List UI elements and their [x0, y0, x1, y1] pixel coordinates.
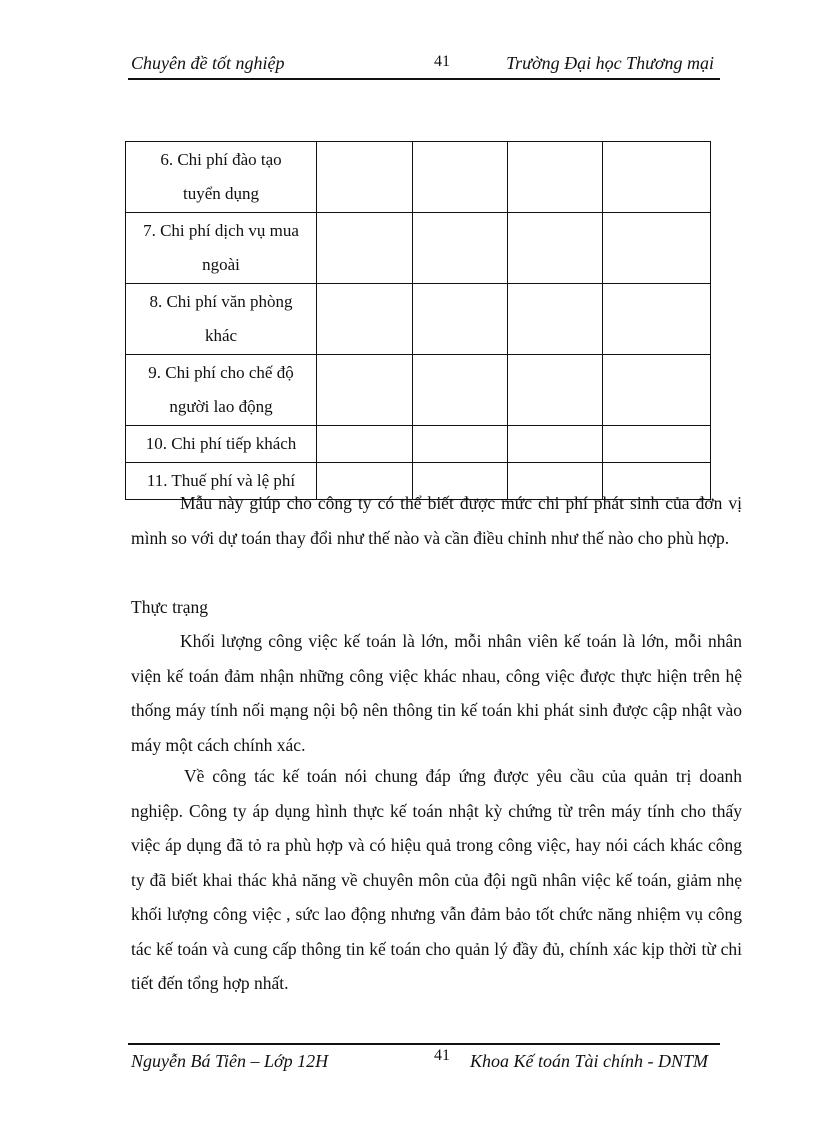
- paragraph-text: Về công tác kế toán nói chung đáp ứng được yêu cầu của quản trị doanh nghiệp. Công ty áp dụng hình thực kế toán nhật kỳ chứng từ trên máy tính cho thấy việc áp dụng đã tỏ ra phù hợp và có hiệu quả trong công việc, hay nói cách khác công ty đã biết khai thác khả năng về chuyên môn của đội ngũ nhân việc kế toán, giảm nhẹ khối lượng công việc , sức lao động nhưng vẫn đảm bảo tốt chức năng nhiệm vụ công tác kế toán và cung cấp thông tin kế toán cho quản lý đầy đủ, chính xác kịp thời từ chi tiết đến tổng hợp nhất.: [131, 766, 742, 993]
- header-page-number: 41: [434, 53, 450, 70]
- empty-cell: [317, 142, 413, 213]
- row-label-line: 9. Chi phí cho chế độ: [148, 363, 294, 382]
- row-label-line: 6. Chi phí đào tạo: [160, 150, 282, 169]
- row-label: [126, 142, 317, 213]
- empty-cell: [508, 142, 603, 213]
- section-heading-text: Thực trạng: [131, 597, 209, 617]
- section-heading: [131, 590, 742, 625]
- empty-cell: [508, 284, 603, 355]
- empty-cell: [413, 142, 508, 213]
- empty-cell: [317, 426, 413, 463]
- table-row: [126, 142, 711, 213]
- table-row: [126, 213, 711, 284]
- row-label: [126, 426, 317, 463]
- page-footer: [128, 1043, 720, 1075]
- table-row: [126, 284, 711, 355]
- row-label: [126, 355, 317, 426]
- empty-cell: [508, 213, 603, 284]
- row-label-line: khác: [204, 326, 238, 345]
- header-university-name: Trường Đại học Thương mại: [506, 53, 714, 73]
- table-row: [126, 426, 711, 463]
- footer-department: Khoa Kế toán Tài chính - DNTM: [469, 1051, 708, 1071]
- empty-cell: [508, 426, 603, 463]
- row-label-line: người lao động: [169, 397, 273, 416]
- row-label-line: tuyển dụng: [182, 184, 260, 203]
- empty-cell: [603, 142, 711, 213]
- row-label-line: ngoài: [202, 255, 240, 274]
- paragraph-text: Khối lượng công việc kế toán là lớn, mỗi nhân viên kế toán là lớn, mỗi nhân viện kế toán đảm nhận những công việc khác nhau, công việc được thực hiện trên hệ thống máy tính nối mạng nội bộ nên thông tin kế toán khi phát sinh được cập nhật vào máy một cách chính xác.: [131, 631, 742, 755]
- paragraph-text: Mẫu này giúp cho công ty có thể biết được mức chi phí phát sinh của đơn vị mình so với dự toán thay đổi như thế nào và cần điều chỉnh như thế nào cho phù hợp.: [131, 493, 742, 548]
- empty-cell: [603, 426, 711, 463]
- header-document-title: Chuyên đề tốt nghiệp: [131, 53, 285, 73]
- footer-author: Nguyễn Bá Tiên – Lớp 12H: [131, 1051, 329, 1071]
- body-paragraph: [131, 486, 742, 555]
- empty-cell: [508, 355, 603, 426]
- empty-cell: [413, 426, 508, 463]
- cost-table: [125, 141, 711, 500]
- empty-cell: [317, 213, 413, 284]
- table-row: [126, 355, 711, 426]
- row-label-line: 11. Thuế phí và lệ phí: [146, 471, 296, 490]
- row-label-line: 8. Chi phí văn phòng: [149, 292, 293, 311]
- row-label-line: 7. Chi phí dịch vụ mua: [143, 221, 299, 240]
- body-paragraph: [131, 624, 742, 762]
- empty-cell: [317, 355, 413, 426]
- empty-cell: [603, 355, 711, 426]
- row-label: [126, 284, 317, 355]
- empty-cell: [603, 284, 711, 355]
- footer-page-number: 41: [434, 1047, 450, 1064]
- empty-cell: [413, 355, 508, 426]
- empty-cell: [413, 213, 508, 284]
- row-label-line: 10. Chi phí tiếp khách: [145, 434, 297, 453]
- body-paragraph: [131, 759, 742, 1001]
- empty-cell: [413, 284, 508, 355]
- row-label: [126, 213, 317, 284]
- empty-cell: [317, 284, 413, 355]
- empty-cell: [603, 213, 711, 284]
- page-header: [128, 48, 720, 80]
